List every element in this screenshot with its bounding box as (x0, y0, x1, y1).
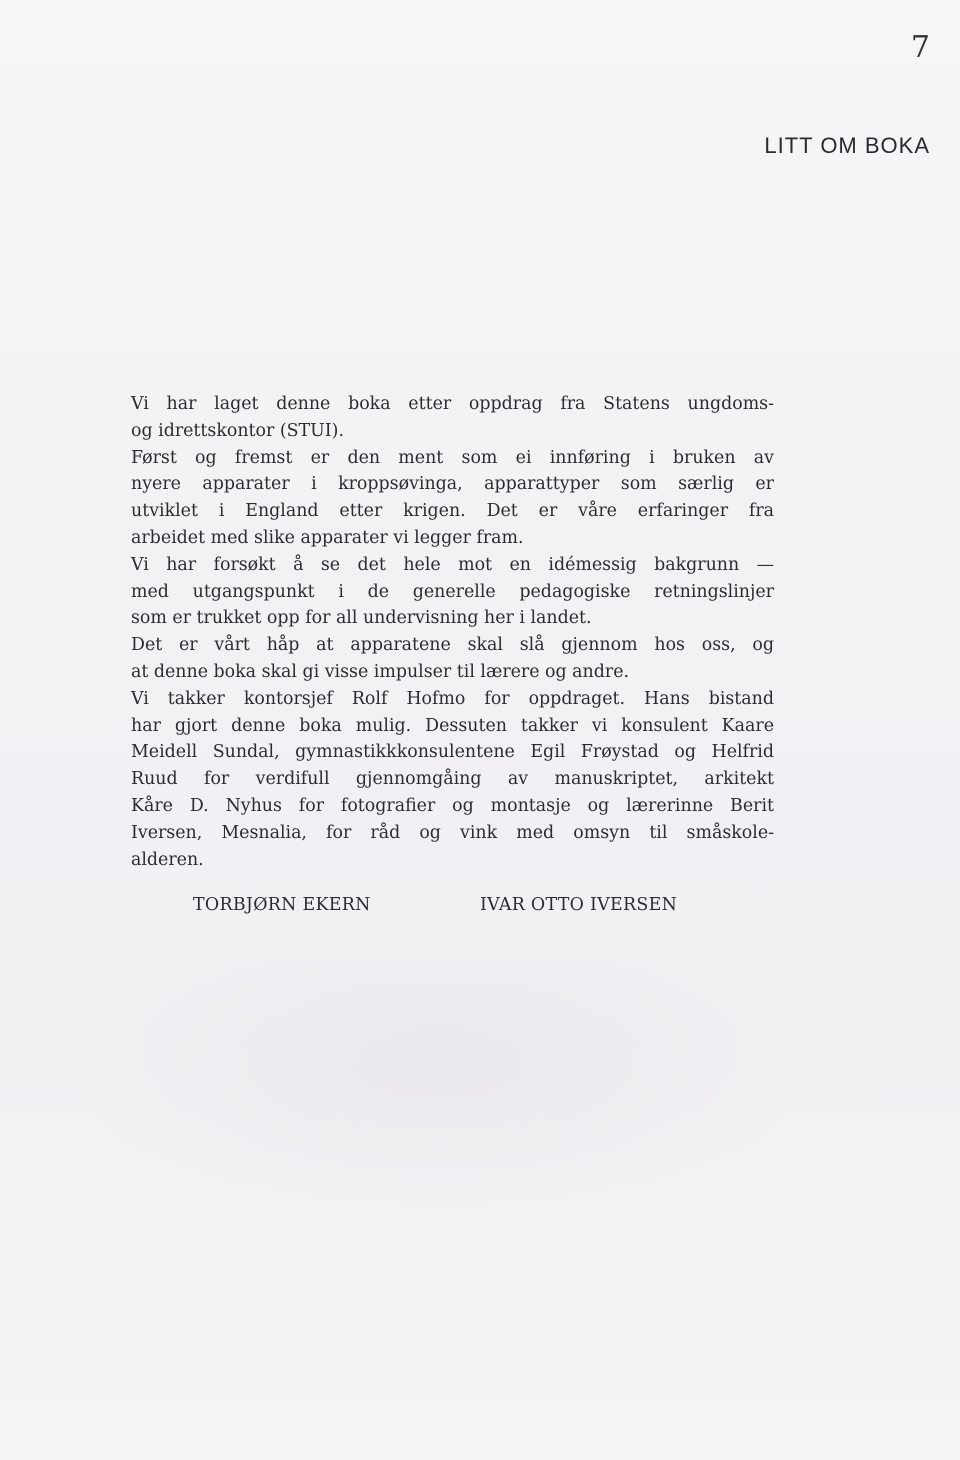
body-line: Ruud for verdifull gjennomgåing av manuskriptet, arkitekt (131, 769, 774, 790)
body-line: utviklet i England etter krigen. Det er våre erfaringer fra (131, 501, 774, 522)
body-line: at denne boka skal gi visse impulser til lærere og andre. (131, 661, 630, 682)
author-signature-2: IVAR OTTO IVERSEN (480, 895, 678, 915)
body-line: Iversen, Mesnalia, for råd og vink med omsyn til småskole- (131, 822, 774, 843)
author-signature-1: TORBJØRN EKERN (193, 895, 371, 915)
body-line: Kåre D. Nyhus for fotografier og montasje og lærerinne Berit (131, 795, 774, 816)
paper-texture (60, 960, 820, 1220)
body-line: alderen. (131, 849, 204, 870)
body-line: og idrettskontor (STUI). (131, 420, 344, 441)
body-line: Vi har forsøkt å se det hele mot en idémessig bakgrunn — (131, 554, 774, 575)
body-line: Først og fremst er den ment som ei innføring i bruken av (131, 447, 774, 468)
body-text (131, 391, 774, 873)
body-line: nyere apparater i kroppsøvinga, apparattyper som særlig er (131, 474, 774, 495)
body-line: arbeidet med slike apparater vi legger fram. (131, 527, 524, 548)
body-line: Vi har laget denne boka etter oppdrag fra Statens ungdoms- (131, 394, 774, 414)
page-number: 7 (910, 30, 930, 65)
body-line: Meidell Sundal, gymnastikkkonsulentene Egil Frøystad og Helfrid (131, 742, 774, 763)
body-line: Det er vårt håp at apparatene skal slå gjennom hos oss, og (131, 635, 774, 656)
body-line: som er trukket opp for all undervisning her i landet. (131, 608, 592, 629)
body-line: med utgangspunkt i de generelle pedagogiske retningslinjer (131, 581, 774, 602)
body-line: har gjort denne boka mulig. Dessuten takker vi konsulent Kaare (131, 715, 774, 736)
body-line: Vi takker kontorsjef Rolf Hofmo for oppdraget. Hans bistand (131, 688, 774, 709)
section-title: LITT OM BOKA (764, 133, 930, 158)
